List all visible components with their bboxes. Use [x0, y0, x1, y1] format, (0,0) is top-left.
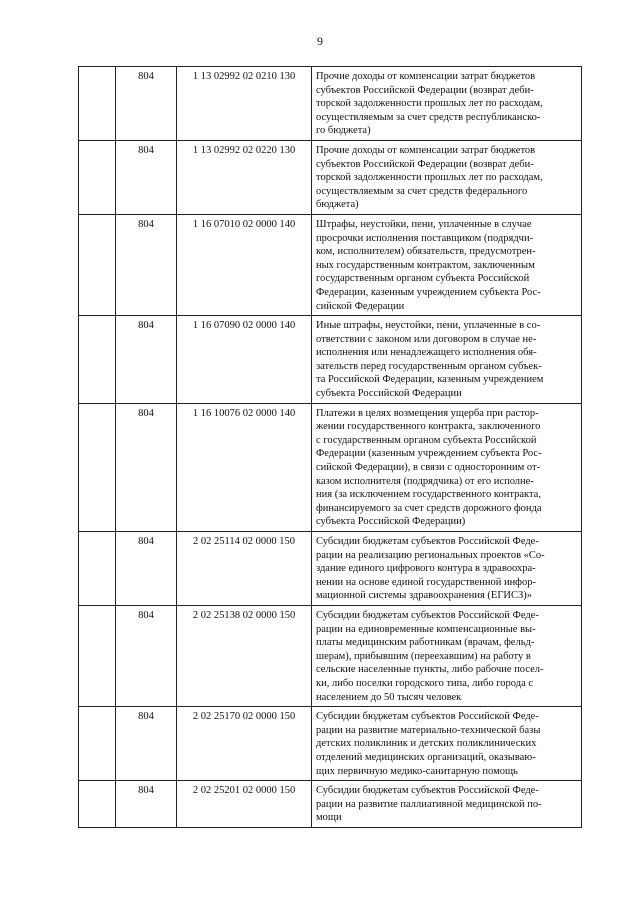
- description-line: Иные штрафы, неустойки, пени, уплаченные в со-: [316, 320, 541, 332]
- budget-code-cell: 2 02 25170 02 0000 150: [177, 707, 312, 781]
- description-line: зательств перед государственным органом субъек-: [316, 360, 542, 372]
- income-description-cell: [312, 605, 582, 706]
- table-row: [79, 214, 582, 315]
- income-description-cell: [312, 532, 582, 606]
- admin-code-cell: 804: [116, 781, 177, 828]
- description-line: просрочки исполнения поставщиком (подрядчи-: [316, 232, 534, 244]
- admin-code-cell: 804: [116, 67, 177, 141]
- description-line: торской задолженности прошлых лет по расходам,: [316, 98, 543, 110]
- admin-code-cell: 804: [116, 316, 177, 404]
- description-line: субъектов Российской Федерации (возврат деби-: [316, 158, 534, 170]
- admin-code-cell: 804: [116, 403, 177, 531]
- empty-cell: [79, 214, 116, 315]
- empty-cell: [79, 605, 116, 706]
- admin-code-cell: 804: [116, 605, 177, 706]
- admin-code-cell: 804: [116, 214, 177, 315]
- table-row: [79, 67, 582, 141]
- description-line: жении государственного контракта, заключенного: [316, 421, 541, 433]
- budget-code-cell: 1 13 02992 02 0220 130: [177, 140, 312, 214]
- income-description-cell: [312, 316, 582, 404]
- description-line: Субсидии бюджетам субъектов Российской Феде-: [316, 536, 539, 547]
- income-description-cell: [312, 403, 582, 531]
- description-line: мационной системы здравоохранения (ЕГИСЗ)»: [316, 590, 533, 602]
- income-description-cell: [312, 140, 582, 214]
- description-line: субъектов Российской Федерации (возврат деби-: [316, 84, 534, 96]
- description-line: Субсидии бюджетам субъектов Российской Феде-: [316, 785, 539, 797]
- description-line: рации на реализацию региональных проектов «Со-: [316, 549, 545, 561]
- admin-code-cell: 804: [116, 707, 177, 781]
- income-description-cell: [312, 67, 582, 141]
- table-row: [79, 403, 582, 531]
- description-line: та Российской Федерации, казенным учреждением: [316, 374, 544, 386]
- description-line: торской задолженности прошлых лет по расходам,: [316, 172, 543, 184]
- budget-code-cell: 2 02 25114 02 0000 150: [177, 532, 312, 606]
- budget-code-cell: 1 13 02992 02 0210 130: [177, 67, 312, 141]
- income-description-cell: [312, 781, 582, 828]
- description-line: Федерации, казенным учреждением субъекта Рос-: [316, 286, 541, 298]
- description-line: ных государственным контрактом, заключенным: [316, 259, 535, 271]
- empty-cell: [79, 316, 116, 404]
- empty-cell: [79, 532, 116, 606]
- description-line: с государственным органом субъекта Российской: [316, 434, 537, 446]
- description-line: сельские населенные пункты, либо рабочие посел-: [316, 664, 544, 676]
- description-line: здание единого цифрового контура в здравоохра-: [316, 563, 536, 575]
- description-line: населением до 50 тысяч человек: [316, 691, 462, 703]
- description-line: осуществляемым за счет средств федерального: [316, 185, 528, 197]
- description-line: рации на развитие паллиативной медицинской по-: [316, 798, 542, 810]
- table-row: [79, 532, 582, 606]
- description-line: рации на развитие материально-технической базы: [316, 724, 541, 736]
- description-line: государственным органом субъекта Российской: [316, 273, 530, 285]
- table-row: [79, 140, 582, 214]
- description-line: нении на основе единой государственной инфор-: [316, 576, 536, 588]
- description-line: Прочие доходы от компенсации затрат бюджетов: [316, 71, 536, 82]
- description-line: финансируемого за счет средств дорожного фонда: [316, 502, 542, 514]
- description-line: го бюджета): [316, 125, 371, 137]
- admin-code-cell: 804: [116, 140, 177, 214]
- description-line: Субсидии бюджетам субъектов Российской Феде-: [316, 711, 539, 723]
- table-row: [79, 781, 582, 828]
- description-line: казом исполнителя (подрядчика) от его исполне-: [316, 475, 534, 487]
- budget-code-cell: 1 16 10076 02 0000 140: [177, 403, 312, 531]
- description-line: осуществляемым за счет средств республиканско-: [316, 111, 541, 123]
- description-line: сийской Федерации: [316, 300, 405, 312]
- description-line: шерам), прибывшим (переехавшим) на работу в: [316, 650, 531, 662]
- income-description-cell: [312, 214, 582, 315]
- page-number: 9: [317, 34, 323, 48]
- description-line: Штрафы, неустойки, пени, уплаченные в случае: [316, 218, 532, 230]
- description-line: мощи: [316, 812, 342, 824]
- description-line: Прочие доходы от компенсации затрат бюджетов: [316, 144, 536, 156]
- description-line: детских поликлиник и детских поликлинических: [316, 738, 537, 750]
- description-line: Субсидии бюджетам субъектов Российской Феде-: [316, 609, 539, 621]
- description-line: бюджета): [316, 199, 359, 211]
- description-line: ки, либо поселки городского типа, либо города с: [316, 677, 534, 689]
- empty-cell: [79, 707, 116, 781]
- empty-cell: [79, 140, 116, 214]
- budget-codes-body: [79, 67, 582, 828]
- table-row: [79, 707, 582, 781]
- empty-cell: [79, 781, 116, 828]
- empty-cell: [79, 67, 116, 141]
- description-line: щих первичную медико-санитарную помощь: [316, 765, 518, 777]
- description-line: ответствии с законом или договором в случае не-: [316, 333, 537, 345]
- description-line: платы медицинским работникам (врачам, фельд-: [316, 637, 535, 649]
- budget-code-cell: 1 16 07090 02 0000 140: [177, 316, 312, 404]
- budget-codes-table: [78, 66, 582, 828]
- empty-cell: [79, 403, 116, 531]
- description-line: сийской Федерации), в связи с односторонним от-: [316, 462, 541, 474]
- table-row: [79, 316, 582, 404]
- admin-code-cell: 804: [116, 532, 177, 606]
- description-line: субъекта Российской Федерации: [316, 388, 462, 400]
- budget-code-cell: 2 02 25201 02 0000 150: [177, 781, 312, 828]
- budget-code-cell: 1 16 07010 02 0000 140: [177, 214, 312, 315]
- description-line: ком, исполнителем) обязательств, предусмотрен-: [316, 246, 536, 258]
- description-line: Платежи в целях возмещения ущерба при растор-: [316, 407, 539, 419]
- budget-code-cell: 2 02 25138 02 0000 150: [177, 605, 312, 706]
- income-description-cell: [312, 707, 582, 781]
- description-line: рации на единовременные компенсационные вы-: [316, 623, 536, 635]
- description-line: ния (за исключением государственного контракта,: [316, 489, 541, 501]
- description-line: Федерации (казенным учреждением субъекта Рос-: [316, 448, 542, 460]
- table-row: [79, 605, 582, 706]
- description-line: субъекта Российской Федерации): [316, 516, 466, 528]
- description-line: исполнения или ненадлежащего исполнения обя-: [316, 347, 537, 359]
- description-line: отделений медицинских организаций, оказываю-: [316, 751, 536, 763]
